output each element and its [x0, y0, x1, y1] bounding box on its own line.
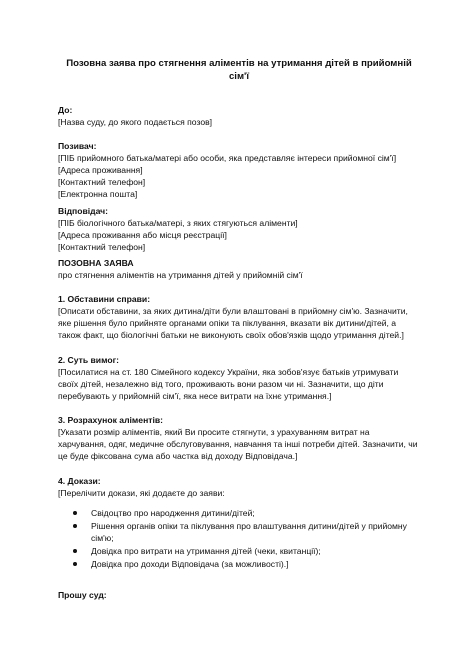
- evidence-list: [58, 507, 420, 570]
- section-text: [Указати розмір аліментів, який Ви просите стягнути, з урахуванням витрат на харчування, одяг, медичне обслуговування, навчання та інші потреби дітей. Зазначити, чи це буде фіксована сума або частка від доходу Відповідача.]: [58, 427, 418, 461]
- section-text: [Посилатися на ст. 180 Сімейного кодексу України, яка зобов'язує батьків утримувати своїх дітей, незалежно від того, проживають вони разом чи ні. Зазначити, що діти перебувають у прийомній сім'ї, яка несе витрати на їхнє утримання.]: [58, 367, 399, 401]
- to-heading: До:: [58, 105, 73, 115]
- bullet-icon: [73, 511, 77, 515]
- evidence-block: [58, 475, 420, 571]
- section-text: [Описати обставини, за яких дитина/діти були влаштовані в прийомну сім'ю. Зазначити, яке рішення було прийняте органами опіки та піклування, вказати вік дитини/дітей, а також факт, що біологічні батьки не виконують своїх обов'язків щодо утримання дітей.]: [58, 306, 408, 340]
- plaintiff-phone-line: [Контактний телефон]: [58, 177, 146, 187]
- claim-subtitle: про стягнення аліментів на утримання дітей у прийомній сім'ї: [58, 270, 303, 280]
- plaintiff-block: [58, 140, 420, 200]
- section-heading: 3. Розрахунок аліментів:: [58, 415, 163, 425]
- section-calculation: [58, 414, 420, 462]
- list-item: Довідка про доходи Відповідача (за можливості).]: [58, 558, 420, 570]
- evidence-heading: 4. Докази:: [58, 476, 101, 486]
- plaintiff-address-line: [Адреса проживання]: [58, 165, 143, 175]
- bullet-icon: [73, 562, 77, 566]
- defendant-phone-line: [Контактний телефон]: [58, 242, 146, 252]
- request-block: [58, 589, 420, 601]
- claim-heading: ПОЗОВНА ЗАЯВА: [58, 258, 134, 268]
- bullet-icon: [73, 524, 77, 528]
- evidence-intro: [Перелічити докази, які додаєте до заяви:: [58, 488, 225, 498]
- to-block: [58, 104, 420, 128]
- defendant-name-line: [ПІБ біологічного батька/матері, з яких стягуються аліменти]: [58, 218, 298, 228]
- document-title: Позовна заява про стягнення аліментів на утримання дітей в прийомній сім'ї: [66, 58, 412, 82]
- list-item: Довідка про витрати на утримання дітей (чеки, квитанції);: [58, 545, 420, 557]
- list-item: Рішення органів опіки та піклування про влаштування дитини/дітей у прийомну сім'ю;: [58, 520, 420, 544]
- defendant-address-line: [Адреса проживання або місця реєстрації]: [58, 230, 227, 240]
- section-claims: [58, 354, 420, 402]
- plaintiff-email-line: [Електронна пошта]: [58, 189, 138, 199]
- list-item: Свідоцтво про народження дитини/дітей;: [58, 507, 420, 519]
- plaintiff-name-line: [ПІБ прийомного батька/матері або особи, яка представляє інтереси прийомної сім'ї]: [58, 153, 397, 163]
- court-name-line: [Назва суду, до якого подається позов]: [58, 117, 213, 127]
- claim-block: [58, 257, 420, 281]
- plaintiff-heading: Позивач:: [58, 141, 97, 151]
- bullet-icon: [73, 549, 77, 553]
- section-heading: 1. Обставини справи:: [58, 294, 151, 304]
- defendant-block: [58, 205, 420, 253]
- defendant-heading: Відповідач:: [58, 206, 109, 216]
- section-heading: 2. Суть вимог:: [58, 355, 120, 365]
- section-circumstances: [58, 293, 420, 341]
- request-heading: Прошу суд:: [58, 590, 107, 600]
